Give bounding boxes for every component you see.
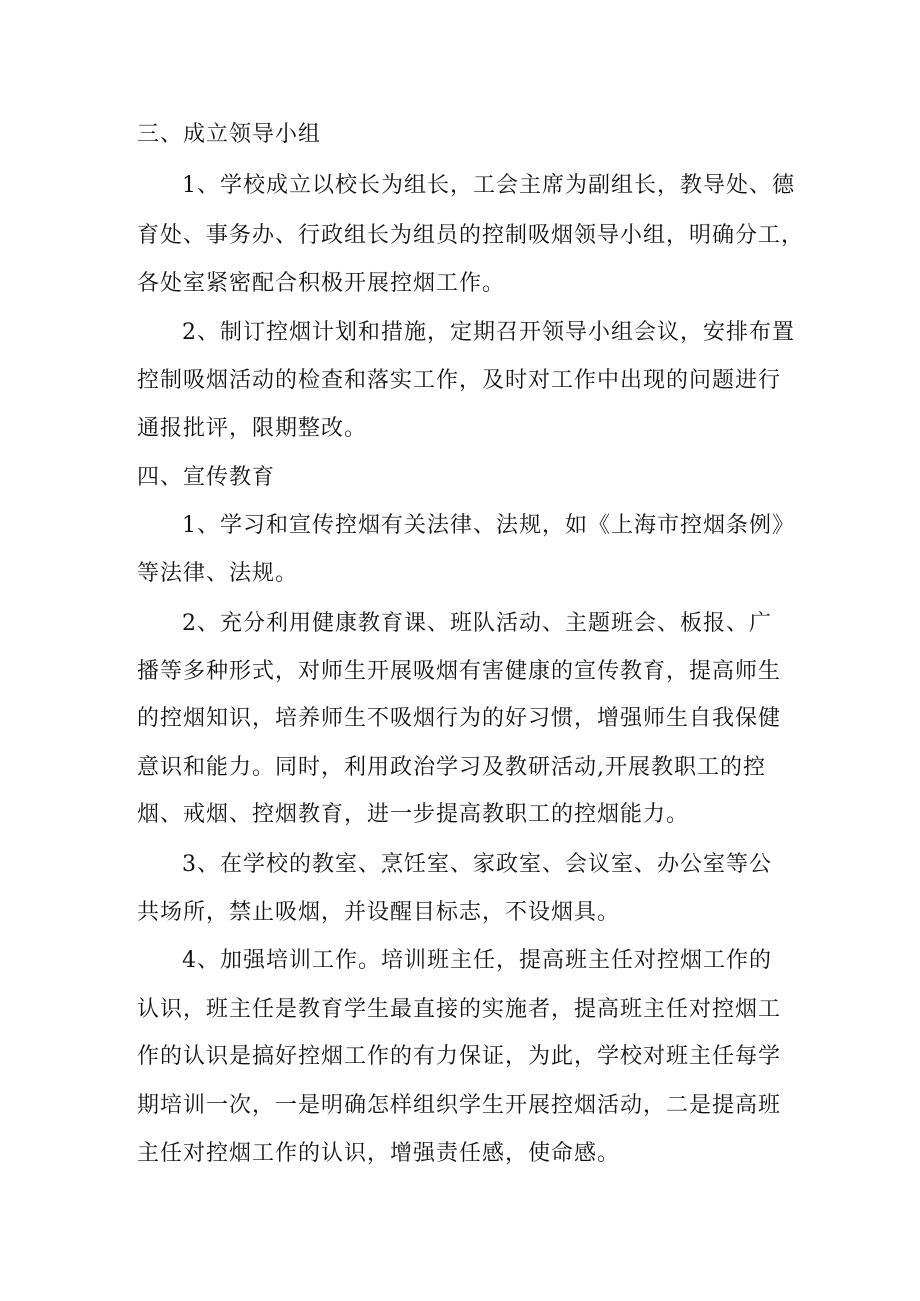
section-heading-leadership: 三、成立领导小组 xyxy=(137,122,322,147)
paragraph-line: 3、在学校的教室、烹饪室、家政室、会议室、办公室等公 xyxy=(182,852,772,877)
paragraph-line: 作的认识是搞好控烟工作的有力保证，为此，学校对班主任每学 xyxy=(137,1044,782,1069)
paragraph-line: 2、制订控烟计划和措施，定期召开领导小组会议，安排布置 xyxy=(182,320,795,345)
paragraph-line: 等法律、法规。 xyxy=(137,561,299,586)
paragraph-line: 1、学习和宣传控烟有关法律、法规，如《上海市控烟条例》 xyxy=(182,513,795,538)
paragraph-line: 主任对控烟工作的认识，增强责任感，使命感。 xyxy=(137,1141,621,1166)
paragraph-line: 期培训一次，一是明确怎样组织学生开展控烟活动，二是提高班 xyxy=(137,1093,782,1118)
paragraph-line: 育处、事务办、行政组长为组员的控制吸烟领导小组，明确分工， xyxy=(137,223,805,248)
paragraph-line: 播等多种形式，对师生开展吸烟有害健康的宣传教育，提高师生 xyxy=(137,659,782,684)
paragraph-line: 4、加强培训工作。培训班主任，提高班主任对控烟工作的 xyxy=(182,948,772,973)
paragraph-line: 意识和能力。同时，利用政治学习及教研活动,开展教职工的控 xyxy=(137,755,766,780)
paragraph-line: 共场所，禁止吸烟，并设醒目标志，不设烟具。 xyxy=(137,900,621,925)
paragraph-line: 的控烟知识，培养师生不吸烟行为的好习惯，增强师生自我保健 xyxy=(137,706,782,731)
section-heading-publicity: 四、宣传教育 xyxy=(137,465,276,490)
paragraph-line: 各处室紧密配合积极开展控烟工作。 xyxy=(137,271,506,296)
paragraph-line: 1、学校成立以校长为组长，工会主席为副组长，教导处、德 xyxy=(182,173,795,198)
paragraph-line: 通报批评，限期整改。 xyxy=(137,416,368,441)
paragraph-line: 控制吸烟活动的检查和落实工作，及时对工作中出现的问题进行 xyxy=(137,368,782,393)
paragraph-line: 认识，班主任是教育学生最直接的实施者，提高班主任对控烟工 xyxy=(137,997,782,1022)
paragraph-line: 烟、戒烟、控烟教育，进一步提高教职工的控烟能力。 xyxy=(137,802,690,827)
paragraph-line: 2、充分利用健康教育课、班队活动、主题班会、板报、广 xyxy=(182,611,772,636)
